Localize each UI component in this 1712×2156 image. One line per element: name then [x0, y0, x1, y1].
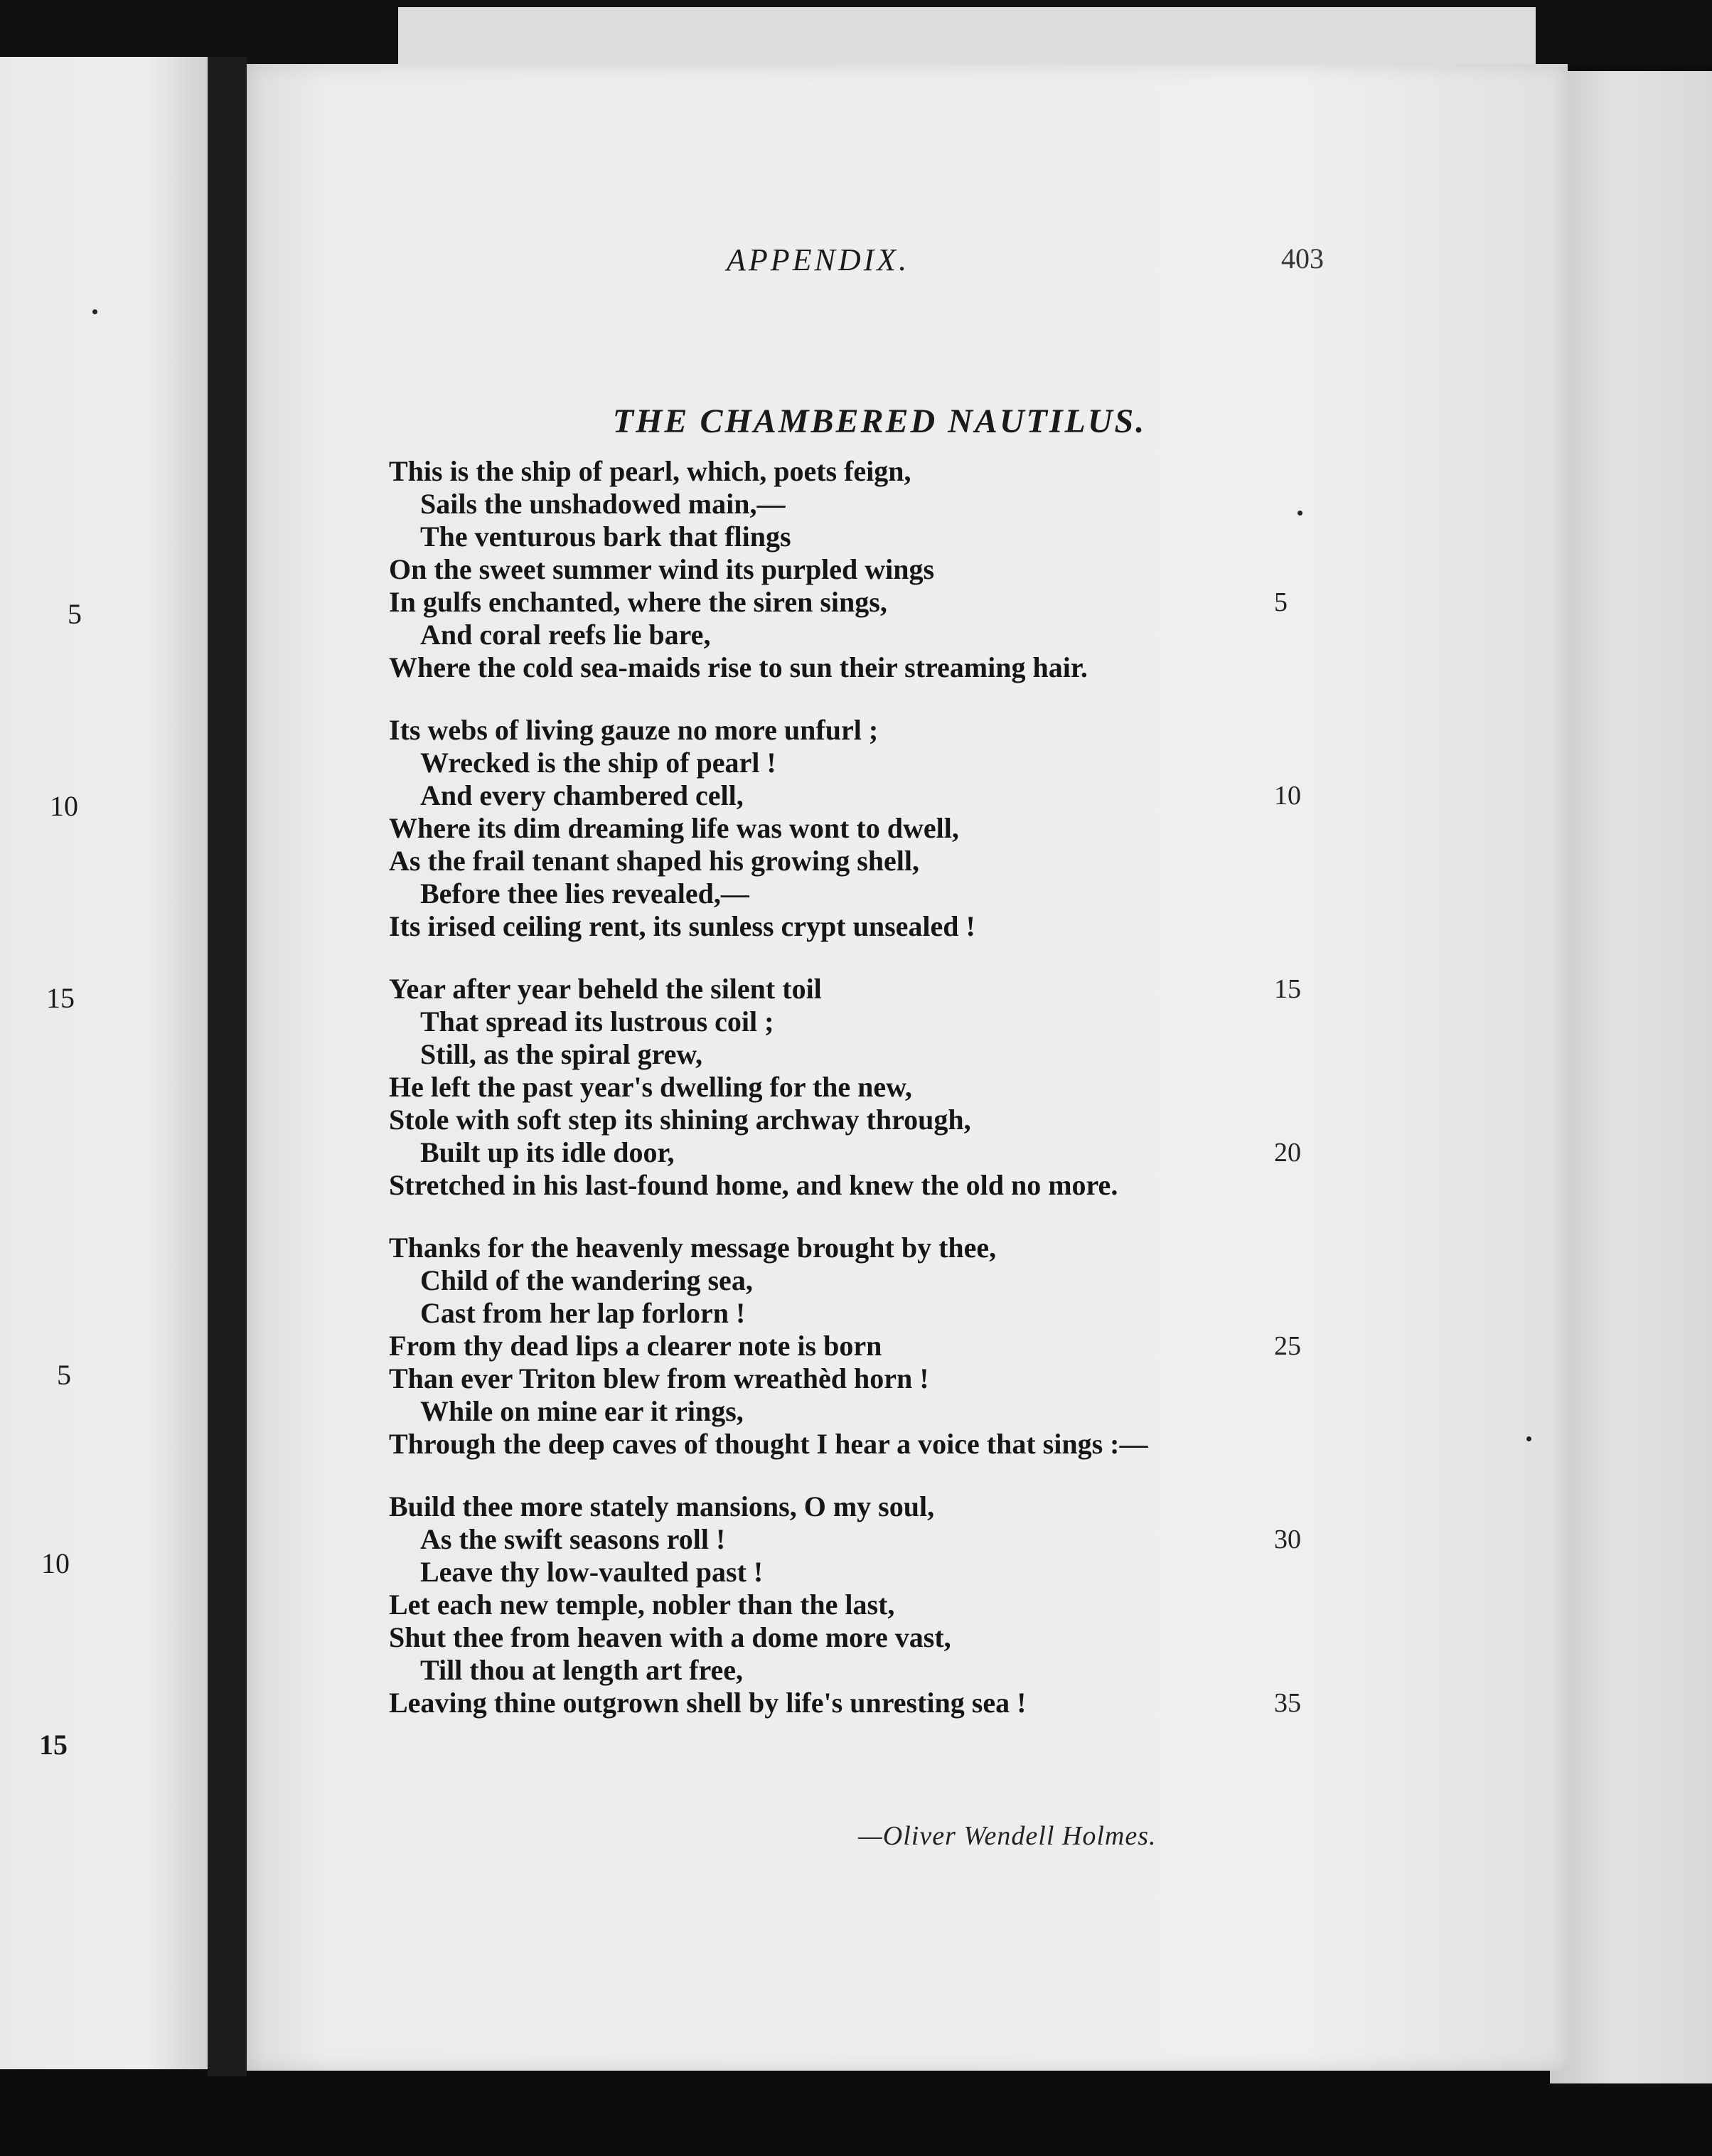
line-number: 20	[1274, 1138, 1301, 1168]
poem-line-text: Where its dim dreaming life was wont to dwell,	[389, 812, 959, 844]
poem-line-text: That spread its lustrous coil ;	[420, 1005, 774, 1037]
poem-line-text: This is the ship of pearl, which, poets feign,	[389, 455, 911, 487]
poem-line-text: Stretched in his last-found home, and knew the old no more.	[389, 1169, 1118, 1201]
poem-line-text: While on mine ear it rings,	[420, 1395, 744, 1427]
poem-line-text: Through the deep caves of thought I hear a voice that sings :—	[389, 1428, 1148, 1460]
line-number: 10	[1274, 781, 1301, 811]
left-line-number: 10	[50, 790, 78, 822]
poem-line	[389, 812, 1327, 845]
poem-line	[389, 1428, 1327, 1461]
book-spine-gutter	[208, 57, 247, 2076]
poem-line-text: Sails the unshadowed main,—	[420, 488, 786, 520]
line-number: 25	[1274, 1331, 1301, 1361]
poem-line	[389, 619, 1327, 651]
poem-line	[389, 1330, 1327, 1362]
poem-line-text: Year after year beheld the silent toil	[389, 973, 822, 1005]
poem-line	[389, 910, 1327, 943]
left-line-number: 10	[41, 1547, 70, 1579]
left-line-number: 15	[46, 982, 75, 1014]
poem-line-text: Leave thy low-vaulted past !	[420, 1556, 764, 1588]
poem-line-text: Than ever Triton blew from wreathèd horn !	[389, 1362, 929, 1394]
stanza	[389, 455, 1327, 684]
poem-line	[389, 1038, 1327, 1071]
line-number: 35	[1274, 1688, 1301, 1718]
poem-line	[389, 973, 1327, 1005]
poem-line	[389, 521, 1327, 553]
page-number: 403	[1281, 242, 1324, 274]
ink-speck	[1298, 511, 1302, 516]
stanza	[389, 714, 1327, 943]
poem-line-text: Cast from her lap forlorn !	[420, 1297, 746, 1329]
poem-line	[389, 1104, 1327, 1136]
left-facing-page	[0, 57, 208, 2069]
poem-line-text: On the sweet summer wind its purpled wings	[389, 553, 935, 585]
stacked-page-edges	[1550, 71, 1712, 2083]
poem-line	[389, 1264, 1327, 1297]
poem-line	[389, 1005, 1327, 1038]
poem-line	[389, 1621, 1327, 1654]
poem-line	[389, 455, 1327, 488]
poem-line	[389, 553, 1327, 586]
poem-line-text: And every chambered cell,	[420, 779, 744, 811]
poem-line-text: As the frail tenant shaped his growing shell,	[389, 845, 920, 877]
poem-line-text: Let each new temple, nobler than the last,	[389, 1589, 895, 1621]
poem-line-text: The venturous bark that flings	[420, 521, 791, 553]
poem-line	[389, 1523, 1327, 1556]
poem-line-text: From thy dead lips a clearer note is born	[389, 1330, 882, 1362]
poem-title: THE CHAMBERED NAUTILUS.	[612, 402, 1147, 440]
poem-line-text: As the swift seasons roll !	[420, 1523, 726, 1555]
poem-line-text: Stole with soft step its shining archway through,	[389, 1104, 971, 1136]
poem-line	[389, 1654, 1327, 1687]
poem-line-text: Till thou at length art free,	[420, 1654, 744, 1686]
poem-line-text: Wrecked is the ship of pearl !	[420, 747, 776, 779]
ink-speck	[92, 309, 97, 314]
poem-line	[389, 747, 1327, 779]
poem-line	[389, 586, 1327, 619]
poem-line	[389, 1556, 1327, 1589]
line-number: 5	[1274, 587, 1288, 617]
poem-line-text: Leaving thine outgrown shell by life's unresting sea !	[389, 1687, 1027, 1719]
poem-line-text: Shut thee from heaven with a dome more vast,	[389, 1621, 951, 1653]
running-title: APPENDIX.	[727, 242, 910, 277]
stanza	[389, 973, 1327, 1202]
poem-line	[389, 1490, 1327, 1523]
book-page	[247, 64, 1568, 2071]
poem-line-text: Where the cold sea-maids rise to sun their streaming hair.	[389, 651, 1088, 683]
left-line-number: 15	[39, 1729, 68, 1761]
poem-line-text: Its webs of living gauze no more unfurl ;	[389, 714, 879, 746]
poem-body	[389, 455, 1327, 1749]
poem-line	[389, 1169, 1327, 1202]
poem-line-text: Thanks for the heavenly message brought by thee,	[389, 1232, 997, 1264]
poem-attribution: —Oliver Wendell Holmes.	[858, 1821, 1157, 1851]
line-number: 15	[1274, 974, 1301, 1004]
poem-line	[389, 1071, 1327, 1104]
poem-line	[389, 1297, 1327, 1330]
poem-line-text: In gulfs enchanted, where the siren sings,	[389, 586, 887, 618]
poem-line	[389, 1395, 1327, 1428]
poem-line	[389, 714, 1327, 747]
poem-line	[389, 1136, 1327, 1169]
poem-line-text: Build thee more stately mansions, O my soul,	[389, 1490, 935, 1522]
left-line-number: 5	[68, 598, 82, 630]
poem-line	[389, 779, 1327, 812]
poem-line	[389, 488, 1327, 521]
poem-line-text: Built up its idle door,	[420, 1136, 675, 1168]
poem-line	[389, 1232, 1327, 1264]
poem-line	[389, 877, 1327, 910]
poem-line-text: Still, as the spiral grew,	[420, 1038, 703, 1070]
ink-speck	[1526, 1436, 1531, 1441]
poem-line	[389, 1362, 1327, 1395]
poem-line	[389, 1687, 1327, 1719]
stanza	[389, 1232, 1327, 1461]
poem-line-text: Before thee lies revealed,—	[420, 877, 749, 909]
poem-line-text: And coral reefs lie bare,	[420, 619, 711, 651]
poem-line	[389, 1589, 1327, 1621]
poem-line-text: He left the past year's dwelling for the new,	[389, 1071, 912, 1103]
left-line-number: 5	[57, 1359, 71, 1391]
poem-line	[389, 651, 1327, 684]
poem-line	[389, 845, 1327, 877]
poem-line-text: Child of the wandering sea,	[420, 1264, 753, 1296]
stanza	[389, 1490, 1327, 1719]
poem-line-text: Its irised ceiling rent, its sunless crypt unsealed !	[389, 910, 975, 942]
line-number: 30	[1274, 1525, 1301, 1554]
